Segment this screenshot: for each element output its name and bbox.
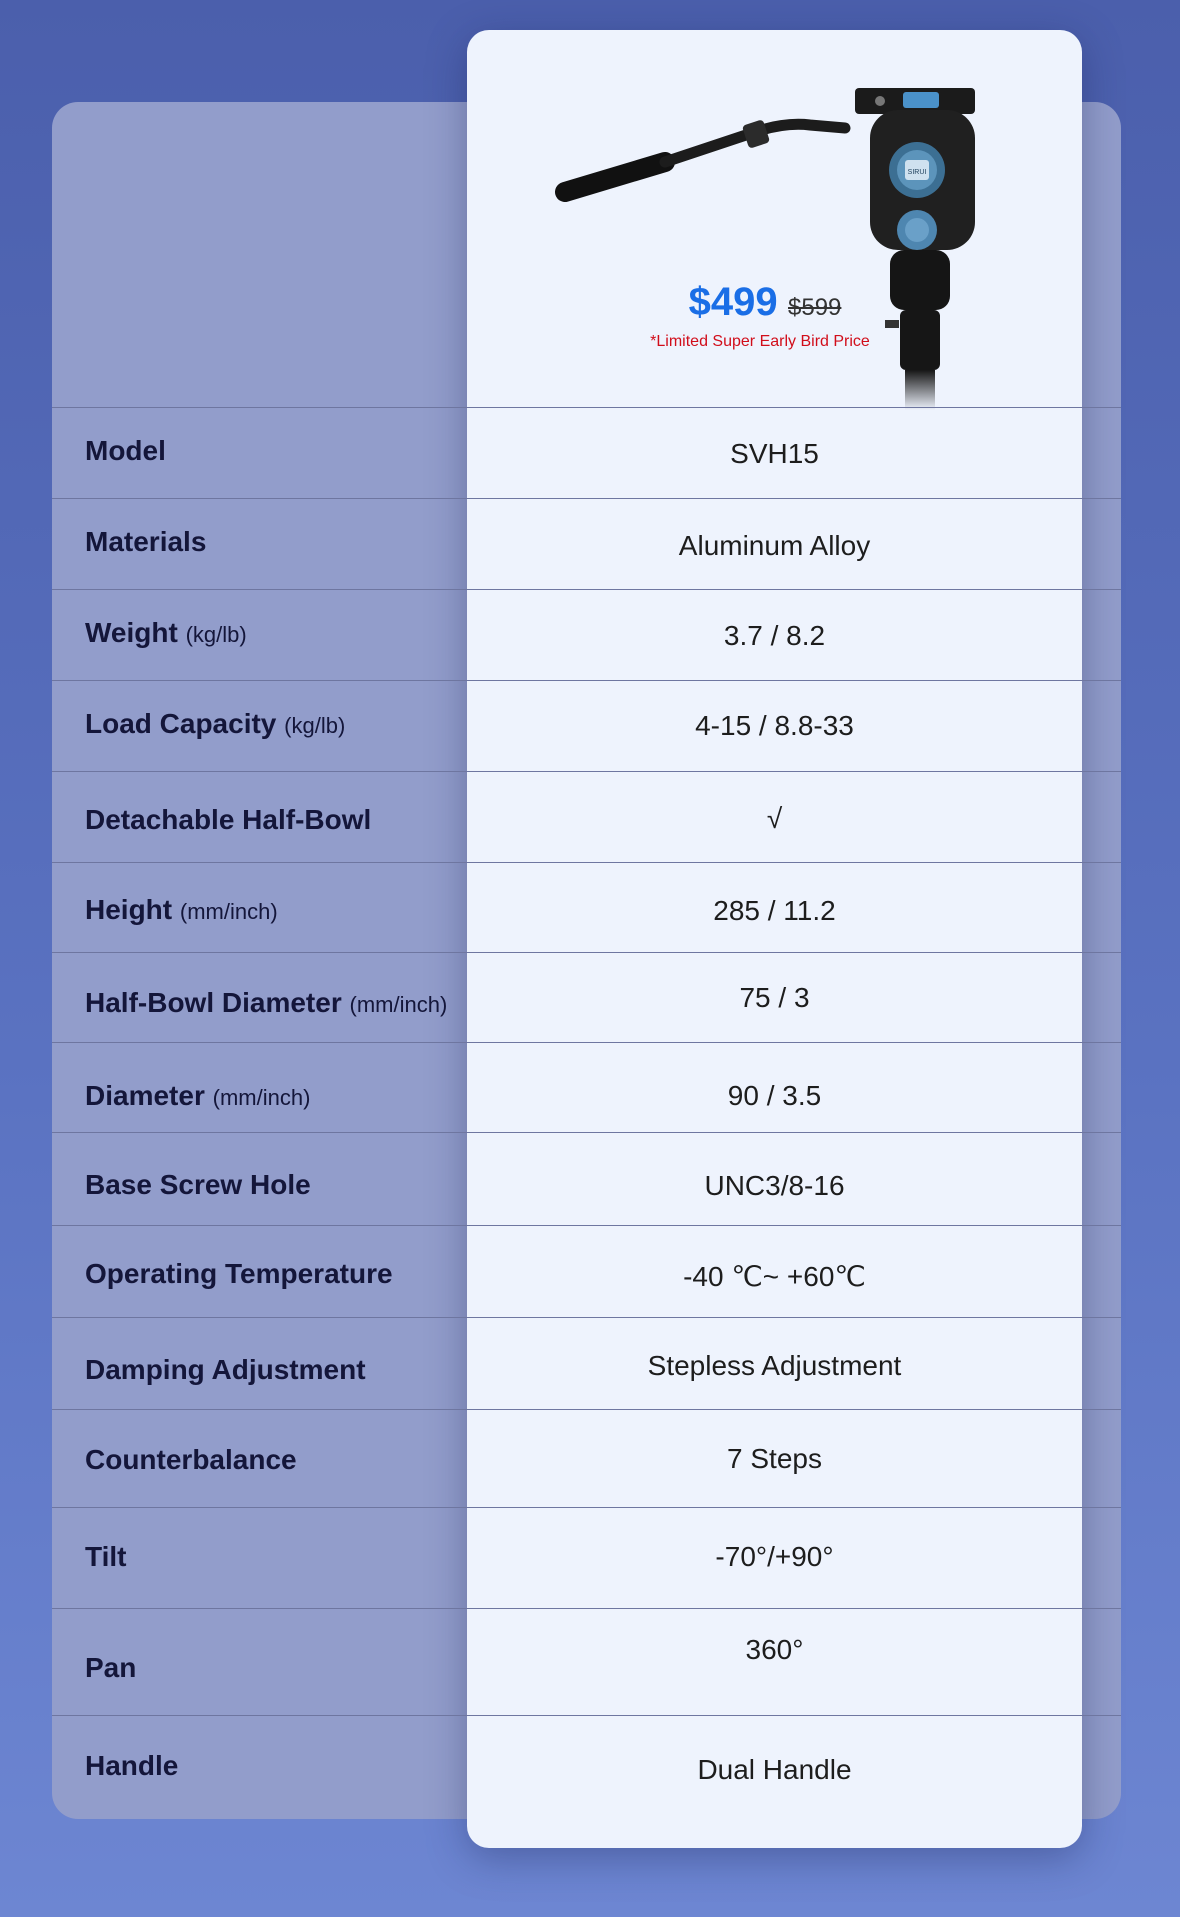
- spec-label: Height (mm/inch): [85, 894, 278, 925]
- spec-value: 360°: [745, 1634, 804, 1665]
- spec-value: Aluminum Alloy: [678, 530, 871, 561]
- row-divider: [52, 498, 1121, 499]
- row-divider: [52, 1608, 1121, 1609]
- promo-note: *Limited Super Early Bird Price: [650, 333, 870, 350]
- spec-label: Diameter (mm/inch): [85, 1080, 311, 1111]
- spec-label: Pan: [85, 1652, 137, 1683]
- row-divider: [52, 1042, 1121, 1043]
- spec-value: 4-15 / 8.8-33: [695, 710, 854, 741]
- row-divider: [52, 680, 1121, 681]
- spec-value: SVH15: [730, 438, 819, 469]
- row-divider: [52, 1132, 1121, 1133]
- spec-label: Tilt: [85, 1541, 127, 1572]
- row-divider: [52, 862, 1121, 863]
- spec-label: Base Screw Hole: [85, 1169, 311, 1200]
- spec-label: Load Capacity (kg/lb): [85, 708, 346, 739]
- row-divider: [52, 407, 1121, 408]
- spec-label: Materials: [85, 526, 207, 557]
- spec-label: Detachable Half-Bowl: [85, 804, 372, 835]
- current-price: $499: [688, 280, 778, 324]
- brand-logo: SIRUI: [907, 169, 927, 176]
- row-divider: [52, 1317, 1121, 1318]
- row-divider: [52, 1715, 1121, 1716]
- row-divider: [52, 1409, 1121, 1410]
- spec-value: Dual Handle: [697, 1754, 852, 1785]
- spec-label: Handle: [85, 1750, 179, 1781]
- leveling-column: [885, 310, 940, 410]
- row-divider: [52, 589, 1121, 590]
- fluid-video-head-image: [545, 70, 995, 410]
- price-block: [640, 280, 890, 325]
- spec-value: -40 ℃~ +60℃: [683, 1261, 866, 1292]
- spec-value: √: [766, 803, 783, 834]
- spec-value: Stepless Adjustment: [647, 1350, 902, 1381]
- spec-value: 3.7 / 8.2: [723, 620, 826, 651]
- original-price: $599: [788, 294, 842, 321]
- spec-value: 285 / 11.2: [713, 895, 836, 926]
- row-divider: [52, 952, 1121, 953]
- spec-label: Weight (kg/lb): [85, 617, 247, 648]
- spec-value: 7 Steps: [727, 1443, 822, 1474]
- spec-value: 75 / 3: [739, 982, 810, 1013]
- row-divider: [52, 1507, 1121, 1508]
- spec-label: Model: [85, 435, 166, 466]
- spec-value: -70°/+90°: [715, 1541, 834, 1572]
- spec-label: Half-Bowl Diameter (mm/inch): [85, 987, 448, 1018]
- row-divider: [52, 771, 1121, 772]
- pan-handle: [565, 119, 845, 192]
- spec-label: Damping Adjustment: [85, 1354, 366, 1385]
- spec-label: Operating Temperature: [85, 1258, 393, 1289]
- spec-value: UNC3/8-16: [704, 1170, 845, 1201]
- spec-label: Counterbalance: [85, 1444, 297, 1475]
- row-divider: [52, 1225, 1121, 1226]
- spec-value: 90 / 3.5: [727, 1080, 822, 1111]
